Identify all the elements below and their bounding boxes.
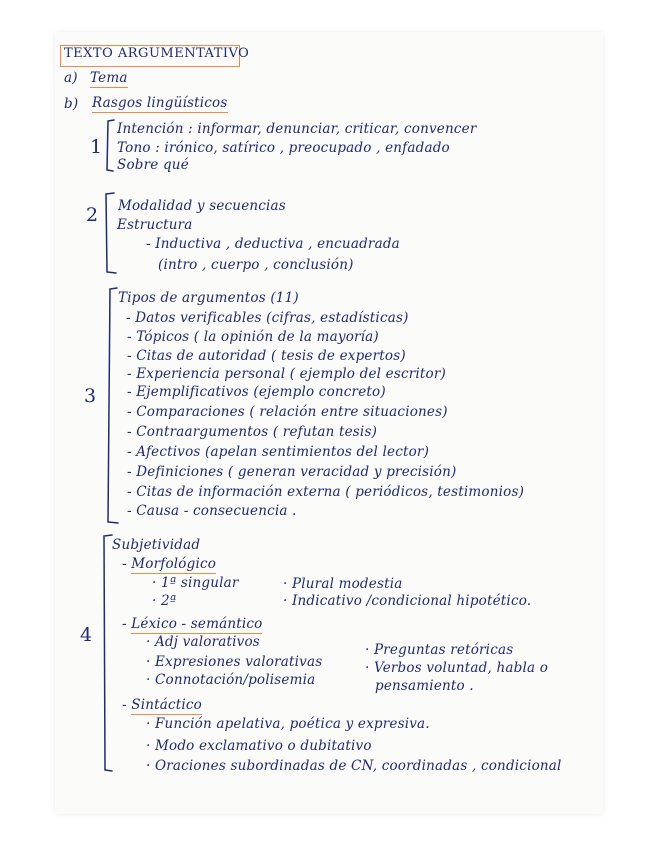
section-3-line: - Contraargumentos ( refutan tesis) xyxy=(127,424,378,440)
subsection-item: · Expresiones valorativas xyxy=(146,654,323,670)
item-a-label: a) xyxy=(64,70,78,86)
item-b-label: b) xyxy=(64,96,79,112)
section-number-2: 2 xyxy=(86,204,99,226)
section-3-line: - Datos verificables (cifras, estadísticas) xyxy=(126,310,409,326)
section-4-heading: Subjetividad xyxy=(112,537,201,553)
subsection-item: · Verbos voluntad, habla o xyxy=(365,660,549,676)
subsection-title: Sintáctico xyxy=(131,697,202,713)
section-2-line: Estructura xyxy=(117,217,193,233)
section-1-line: Tono : irónico, satírico , preocupado , enfadado xyxy=(117,140,450,156)
section-number-4: 4 xyxy=(80,624,93,646)
section-1-line: Sobre qué xyxy=(117,157,189,173)
subsection-item: · Oraciones subordinadas de CN, coordinadas , condicional xyxy=(146,758,562,774)
subsection-item: pensamiento . xyxy=(375,678,474,694)
section-2-line: (intro , cuerpo , conclusión) xyxy=(158,257,354,273)
subsection-item: · Preguntas retóricas xyxy=(365,642,514,658)
subsection-item: · 2ª xyxy=(152,593,177,609)
section-1-line: Intención : informar, denunciar, criticar, convencer xyxy=(117,121,477,137)
section-2-line: - Inductiva , deductiva , encuadrada xyxy=(146,236,400,252)
subsection-title: Morfológico xyxy=(131,556,217,572)
subsection-item: · Connotación/polisemia xyxy=(146,672,316,688)
section-3-line: - Citas de información externa ( periódicos, testimonios) xyxy=(127,484,525,500)
section-3-line: - Citas de autoridad ( tesis de expertos) xyxy=(127,348,406,364)
section-number-1: 1 xyxy=(90,136,103,158)
subsection-item: · Función apelativa, poética y expresiva. xyxy=(146,716,430,732)
subsection-item: · Indicativo /condicional hipotético. xyxy=(283,593,532,609)
section-3-line: - Causa - consecuencia . xyxy=(127,503,297,519)
section-3-line: - Tópicos ( la opinión de la mayoría) xyxy=(127,329,379,345)
section-2-line: Modalidad y secuencias xyxy=(118,198,286,214)
item-b-text: Rasgos lingüísticos xyxy=(92,95,228,111)
subsection-title: Léxico - semántico xyxy=(131,616,263,632)
section-3-line: - Definiciones ( generan veracidad y precisión) xyxy=(127,464,457,480)
section-3-line: - Afectivos (apelan sentimientos del lector) xyxy=(127,444,430,460)
section-3-line: - Experiencia personal ( ejemplo del escritor) xyxy=(127,366,446,382)
section-number-3: 3 xyxy=(84,385,97,407)
subsection-item: · Modo exclamativo o dubitativo xyxy=(146,738,372,754)
subsection-item: · Plural modestia xyxy=(283,576,403,592)
subsection-item: · Adj valorativos xyxy=(146,634,260,650)
page-title: TEXTO ARGUMENTATIVO xyxy=(64,46,250,61)
subsection-item: · 1ª singular xyxy=(152,575,239,591)
section-3-line: Tipos de argumentos (11) xyxy=(118,290,299,306)
section-3-line: - Comparaciones ( relación entre situaciones) xyxy=(127,404,448,420)
item-a-text: Tema xyxy=(90,70,128,86)
section-3-line: - Ejemplificativos (ejemplo concreto) xyxy=(127,384,386,400)
